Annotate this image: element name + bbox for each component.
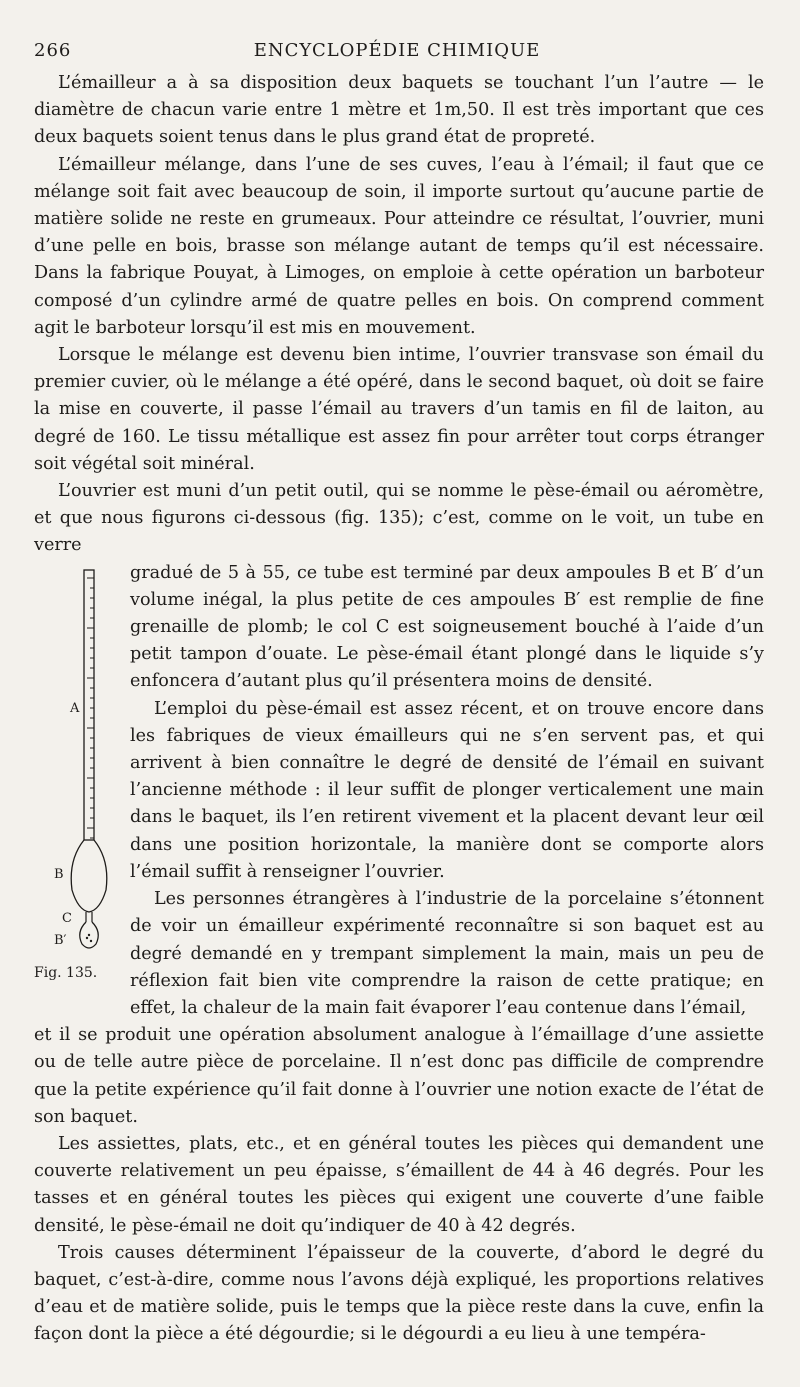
page-header [34,40,760,66]
paragraph-trois-causes: Trois causes déterminent l’épaisseur de la couverte, d’abord le degré du baquet, c’est-à-dire, comme nous l’avons déjà expliqué, les proportions relatives d’eau et de matière solide, puis le temps que la pièce reste dans la cuve, enfin la façon dont la pièce a été dégourdie; si le dégourdi a eu lieu à une tempéra- [34,1242,764,1345]
figure-label-b: B [54,866,64,882]
paragraph-melange: L’émailleur mélange, dans l’une de ses cuves, l’eau à l’émail; il faut que ce mélange soit fait avec beaucoup de soin, il importe surtout qu’aucune partie de matière solide ne reste en grumeaux. Pour atteindre ce résultat, l’ouvrier, muni d’une pelle en bois, brasse son mélange autant de temps qu’il est nécessaire. Dans la fabrique Pouyat, à Limoges, on emploie à cette opération un barboteur composé d’un cylindre armé de quatre pelles en bois. On comprend comment agit le barboteur lorsqu’il est mis en mouvement. [34,154,764,338]
figure-label-a: A [70,700,80,716]
paragraph-personnes-etrangeres: Les personnes étrangères à l’industrie de la porcelaine s’étonnent de voir un émailleur expérimenté reconnaître si son baquet est au degré demandé en y trempant simplement la main, mais un peu de réflexion fait bien vite comprendre la raison de cette pratique; en effet, la chaleur de la main fait évaporer l’eau contenue dans l’émail, [130,889,764,1018]
body-text [34,70,764,1349]
paragraph-baquets: L’émailleur a à sa disposition deux baquets se touchant l’un l’autre — le diamètre de chacun varie entre 1 mètre et 1m,50. Il est très important que ces deux baquets soient tenus dans le plus grand état de propreté. [34,73,764,148]
paragraph-transvase: Lorsque le mélange est devenu bien intime, l’ouvrier transvase son émail du premier cuvier, où le mélange a été opéré, dans le second baquet, où doit se faire la mise en couverte, il passe l’émail au travers d’un tamis en fil de laiton, au degré de 160. Le tissu métallique est assez fin pour arrêter tout corps étranger soit végétal soit minéral. [34,345,764,474]
figure-label-c: C [62,910,72,926]
paragraph-continuation: et il se produit une opération absolument analogue à l’émaillage d’une assiette ou de telle autre pièce de porcelaine. Il n’est donc pas difficile de comprendre que la petite expérience qu’il fait donne à l’ouvrier une notion exacte de l’état de son baquet. [34,1025,764,1127]
figure-wrap [34,560,764,1022]
paragraph-assiettes: Les assiettes, plats, etc., et en général toutes les pièces qui demandent une couverte relativement un peu épaisse, s’émaillent de 44 à 46 degrés. Pour les tasses et en général toutes les pièces qui exigent une couverte d’une faible densité, le pèse-émail ne doit qu’indiquer de 40 à 42 degrés. [34,1133,764,1236]
wrapped-text [130,560,764,1022]
paragraph-tube-description: gradué de 5 à 55, ce tube est terminé par deux ampoules B et B′ d’un volume inégal, la plus petite de ces ampoules B′ est remplie de fine grenaille de plomb; le col C est soigneusement bouché à l’aide d’un petit tampon d’ouate. Le pèse-émail étant plongé dans le liquide s’y enfoncera d’autant plus qu’il présentera moins de densité. [130,562,764,692]
paragraph-ancienne-methode: L’emploi du pèse-émail est assez récent, et on trouve encore dans les fabriques de vieux émailleurs qui ne s’en servent pas, et qui arrivent à bien connaître le degré de densité de l’émail en suivant l’ancienne méthode : il leur suffit de plonger verticalement une main dans le baquet, ils l’en retirent vivement et la placent devant leur œil dans une position horizontale, la manière dont se comporte alors l’émail suffit à renseigner l’ouvrier. [130,698,764,882]
hydrometer-illustration [34,560,130,960]
running-title: ENCYCLOPÉDIE CHIMIQUE [253,40,541,61]
figure-caption: Fig. 135. [34,964,98,981]
page-number: 266 [34,40,72,61]
figure-label-b-prime: B′ [54,932,67,948]
figure-135 [34,560,130,988]
paragraph-pese-email-intro: L’ouvrier est muni d’un petit outil, qui se nomme le pèse-émail ou aéromètre, et que nous figurons ci-dessous (fig. 135); c’est, comme on le voit, un tube en verre [34,481,764,556]
